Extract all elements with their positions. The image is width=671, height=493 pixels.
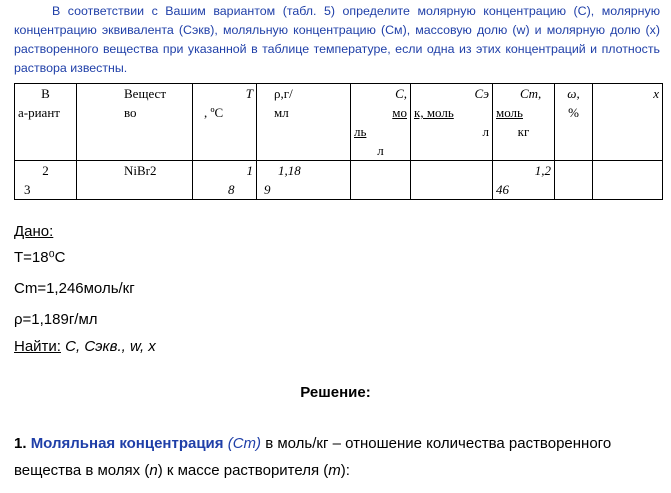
cell-temperature: 1 8	[193, 161, 257, 200]
cell-density: 1,18 9	[257, 161, 351, 200]
table-header-row	[15, 84, 663, 161]
task-intro	[14, 2, 660, 78]
term-molality: Моляльная концентрация	[30, 435, 224, 452]
data-table	[14, 83, 663, 200]
task-intro-text: В соответствии с Вашим вариантом (табл. 5) определите молярную концентрацию (С), молярную концентрацию эквивалента (Сэкв), моляльную концентрацию (См), массовую долю (w) и молярную долю (x) растворенного вещества при указанной в таблице температуре, если одна из этих концентраций и плотность раствора известны.	[14, 4, 660, 75]
cell-molar-concentration	[351, 161, 411, 200]
solution-step-1: 1. Моляльная концентрация (Сm) в моль/кг – отношение количества растворенного вещества в молях (n) к массе растворителя (m):	[14, 435, 612, 479]
given-molality: Сm=1,246моль/кг	[14, 280, 135, 297]
given-temperature: T=18⁰С	[14, 249, 66, 266]
header-variant: В а-риант	[15, 84, 77, 161]
header-density: ρ,г/ мл	[257, 84, 351, 161]
header-temperature: Т , ºС	[193, 84, 257, 161]
header-equivalent-concentration: Сэ к, моль л	[411, 84, 493, 161]
cell-mole-fraction	[593, 161, 663, 200]
cell-molal-concentration: 1,2 46	[493, 161, 555, 200]
find-line: Найти: С, Сэкв., w, x	[14, 338, 156, 355]
cell-equivalent-concentration	[411, 161, 493, 200]
header-molal-concentration: Сm, моль кг	[493, 84, 555, 161]
given-density: ρ=1,189г/мл	[14, 311, 98, 328]
header-substance: Вещест во	[77, 84, 193, 161]
header-mass-fraction: ω, %	[555, 84, 593, 161]
header-molar-concentration: С, мо ль л	[351, 84, 411, 161]
table-row	[15, 161, 663, 200]
given-title: Дано:	[14, 223, 54, 240]
solution-title: Решение:	[300, 384, 371, 401]
cell-variant: 2 3	[15, 161, 77, 200]
cell-substance: NiBr2	[77, 161, 193, 200]
cell-mass-fraction	[555, 161, 593, 200]
header-mole-fraction: x	[593, 84, 663, 161]
